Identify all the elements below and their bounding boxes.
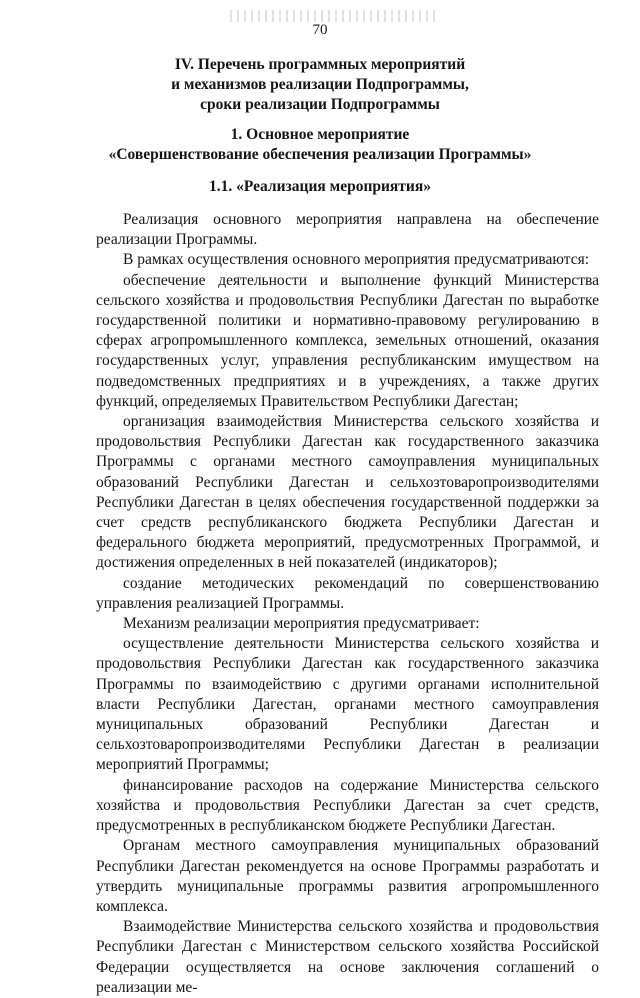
paragraph: В рамках осуществления основного мероприятия предусматриваются: [123,251,590,269]
section-heading-line: IV. Перечень программных мероприятий [174,56,466,73]
section-heading-line: и механизмов реализации Подпрограммы, [171,76,469,93]
paragraph: финансирование расходов на содержание Министерства сельского хозяйства и продовольствия Республики Дагестан за счет средств, предусмотренных в республиканском бюджете Республики Дагестан. [96,776,599,835]
paragraph: Реализация основного мероприятия направлена на обеспечение реализации Программы. [96,211,599,249]
section-heading [0,55,640,115]
scan-noise [230,10,440,22]
section-heading-line: сроки реализации Подпрограммы [200,96,440,113]
paragraph: создание методических рекомендаций по совершенствованию управления реализацией Программы. [96,574,599,612]
paragraph: организация взаимодействия Министерства сельского хозяйства и продовольствия Республики Дагестан как государственного заказчика Программы с органами местного самоуправления муниципальных образований Республики Дагестан и сельхозтоваропроизводителями Республики Дагестан в целях обеспечения государственной поддержки за счет средств республиканского бюджета Республики Дагестан и федерального бюджета мероприятий, предусмотренных Программой, и достижения определенных в ней показателей (индикаторов); [96,413,599,572]
body-text [96,210,599,998]
page-number: 70 [312,22,328,38]
paragraph: осуществление деятельности Министерства сельского хозяйства и продовольствия Республики Дагестан как государственного заказчика Программы по взаимодействию с другими органами исполнительной власти Республики Дагестан, органами местного самоуправления муниципальных образований Республики Дагестан и сельхозтоваропроизводителями Республики Дагестан в реализации мероприятий Программы; [96,635,599,774]
paragraph: Механизм реализации мероприятия предусматривает: [123,615,480,633]
subsection-heading-line: «Совершенствование обеспечения реализации Программы» [108,146,532,163]
subsubsection-heading [0,177,640,197]
paragraph: Органам местного самоуправления муниципальных образований Республики Дагестан рекомендуется на основе Программы разработать и утвердить муниципальные программы развития агропромышленного комплекса. [96,837,599,915]
subsubsection-heading-line: 1.1. «Реализация мероприятия» [209,178,431,195]
paragraph: Взаимодействие Министерства сельского хозяйства и продовольствия Республики Дагестан с Министерством сельского хозяйства Российской Федерации осуществляется на основе заключения соглашений о реализации ме- [96,918,599,996]
subsection-heading-line: 1. Основное мероприятие [230,126,410,143]
paragraph: обеспечение деятельности и выполнение функций Министерства сельского хозяйства и продовольствия Республики Дагестан по выработке государственной политики и нормативно-правовому регулированию в сферах агропромышленного комплекса, земельных отношений, оказания государственных услуг, управления республиканским имуществом на подведомственных предприятиях и в учреждениях, а также других функций, определяемых Правительством Республики Дагестан; [96,271,599,410]
subsection-heading [0,125,640,165]
